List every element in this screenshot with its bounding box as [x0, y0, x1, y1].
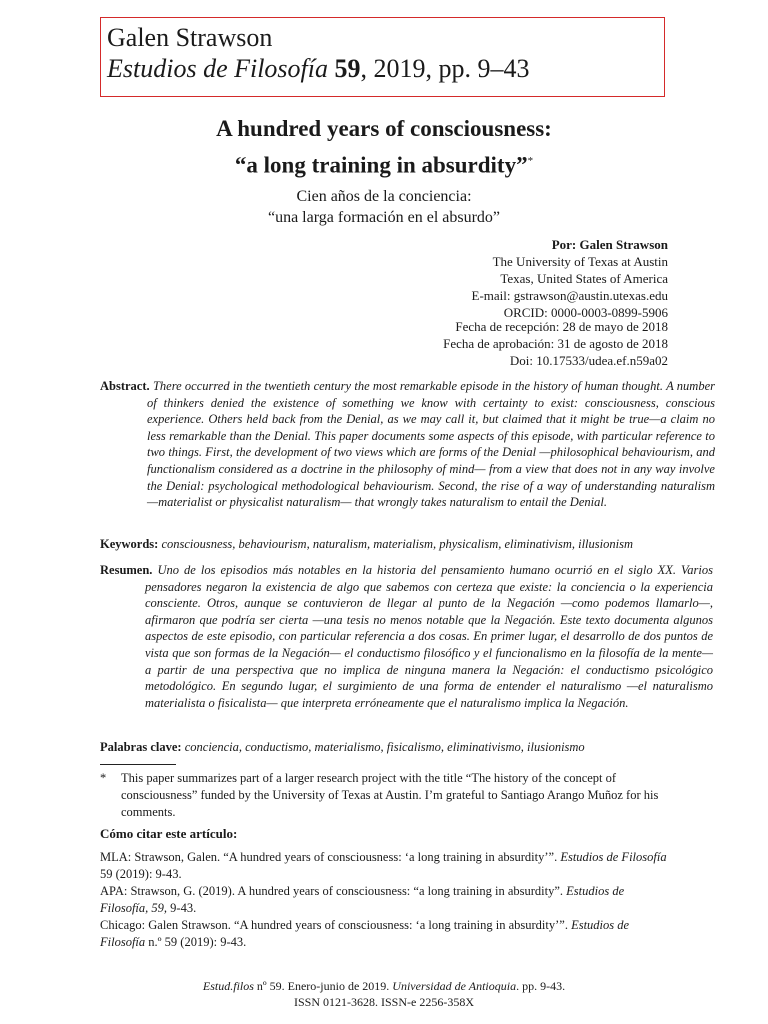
citation-mla	[100, 849, 668, 883]
footnote-mark: *	[100, 771, 107, 785]
footer-pages: . pp. 9-43.	[516, 979, 566, 993]
citation-apa	[100, 883, 668, 917]
palabras-clave-text: conciencia, conductismo, materialismo, fisicalismo, eliminativismo, ilusionismo	[184, 740, 585, 754]
subtitle-line-2: “una larga formación en el absurdo”	[267, 209, 501, 226]
author-orcid: ORCID: 0000-0003-0899-5906	[503, 305, 668, 320]
footnote	[100, 770, 668, 821]
footer-issue: nº 59. Enero-junio de 2019.	[253, 979, 393, 993]
keywords-text: consciousness, behaviourism, naturalism, materialism, physicalism, eliminativism, illusionism	[161, 537, 633, 551]
abstract-text: There occurred in the twentieth century the most remarkable episode in the history of human thought. A number of thinkers denied the existence of something we know with certainty to exist: consciousness, conscious experience. Others held back from the Denial, as we may call it, but claimed that it might be true—a claim no less remarkable than the Denial. This paper documents some aspects of this episode, with particular reference to two things. First, the development of two views which are forms of the Denial —philosophical behaviourism, and functionalism considered as a doctrine in the philosophy of mind— from a view that does not in any way involve the Denial: psychological methodological behaviourism. Second, the rise of a way of understanding naturalism —materialist or physicalist naturalism— that wrongly takes naturalism to entail the Denial.	[147, 379, 715, 510]
article-dates	[338, 318, 668, 369]
title-line-2	[0, 145, 768, 182]
author-affiliation	[338, 236, 668, 321]
date-approved: Fecha de aprobación: 31 de agosto de 2018	[443, 336, 668, 351]
palabras-clave-label: Palabras clave:	[100, 740, 182, 754]
subtitle-line-1: Cien años de la conciencia:	[296, 188, 472, 205]
citation-apa-pre: APA: Strawson, G. (2019). A hundred years of consciousness: “a long training in absurdity”.	[100, 884, 567, 898]
citation-apa-post: 9-43.	[167, 901, 197, 915]
citation-chicago-post: n.º 59 (2019): 9-43.	[145, 935, 247, 949]
resumen-label: Resumen.	[100, 563, 153, 577]
citation-chicago	[100, 917, 668, 951]
article-subtitle	[0, 186, 768, 228]
author-location: Texas, United States of America	[500, 271, 668, 286]
header-year-pages: , 2019, pp. 9–43	[360, 54, 530, 83]
citation-heading: Cómo citar este artículo:	[100, 826, 238, 841]
footer-line-1	[0, 978, 768, 994]
citation-apa-journal: Estudios de Filosofía, 59,	[100, 884, 625, 915]
header-journal-name: Estudios de Filosofía	[107, 54, 328, 83]
footer-issn: ISSN 0121-3628. ISSN-e 2256-358X	[294, 995, 474, 1009]
footnote-divider	[100, 764, 176, 765]
header-volume: 59	[334, 54, 361, 83]
abstract	[100, 378, 715, 511]
article-title	[0, 112, 768, 182]
page-footer	[0, 978, 768, 1010]
resumen	[100, 562, 713, 711]
title-footnote-mark: *	[527, 155, 534, 167]
citation-mla-pre: MLA: Strawson, Galen. “A hundred years of consciousness: ‘a long training in absurdity’”.	[100, 850, 561, 864]
footnote-text: This paper summarizes part of a larger research project with the title “The history of the concept of consciousness” funded by the University of Texas at Austin. I’m grateful to Santiago Arango Muñoz for his comments.	[121, 771, 659, 819]
author-university: The University of Texas at Austin	[492, 254, 668, 269]
keywords-label: Keywords:	[100, 537, 159, 551]
citation-chicago-journal: Estudios de Filosofía	[100, 918, 630, 949]
title-line-2-text: “a long training in absurdity”	[234, 152, 528, 178]
citation-mla-post: 59 (2019): 9-43.	[100, 867, 182, 881]
palabras-clave	[100, 739, 668, 756]
date-received: Fecha de recepción: 28 de mayo de 2018	[455, 319, 668, 334]
title-line-1: A hundred years of consciousness:	[216, 116, 552, 141]
header-journal	[107, 53, 664, 85]
author-byline: Por: Galen Strawson	[551, 237, 668, 252]
resumen-text: Uno de los episodios más notables en la historia del pensamiento humano ocurrió en el siglo XX. Varios pensadores negaron la existencia de algo que sabemos con certeza que existe: la conciencia o la experiencia consciente. Otros, aunque se contuvieron de llegar al punto de la Negación —como podemos llamarlo—, afirmaron que podría ser cierta —una tesis no menos notable que la Negación. Este texto documenta algunos aspectos de este episodio, con particular referencia a dos cosas. En primer lugar, el desarrollo de dos puntos de vista que son formas de la Negación— el conductismo filosófico y el funcionalismo en la filosofía de la mente— a partir de una perspectiva que no implica de ninguna manera la Negación: el conductismo psicológico metodológico. En segundo lugar, el surgimiento de una forma de entender el naturalismo —el naturalismo materialista o fisicalista— que interpreta erróneamente que el naturalismo implica la Negación.	[145, 563, 714, 710]
doi[interactable]: Doi: 10.17533/udea.ef.n59a02	[509, 353, 668, 368]
footer-journal-abbr: Estud.filos	[202, 979, 254, 993]
keywords	[100, 536, 668, 553]
abstract-label: Abstract.	[100, 379, 150, 393]
footer-university: Universidad de Antioquia	[392, 979, 517, 993]
header-author: Galen Strawson	[107, 23, 273, 52]
journal-header-box	[100, 17, 665, 97]
citation-mla-journal: Estudios de Filosofía	[560, 850, 667, 864]
citation-chicago-pre: Chicago: Galen Strawson. “A hundred years of consciousness: ‘a long training in absurdity’”.	[100, 918, 572, 932]
author-email[interactable]: E-mail: gstrawson@austin.utexas.edu	[471, 288, 668, 303]
